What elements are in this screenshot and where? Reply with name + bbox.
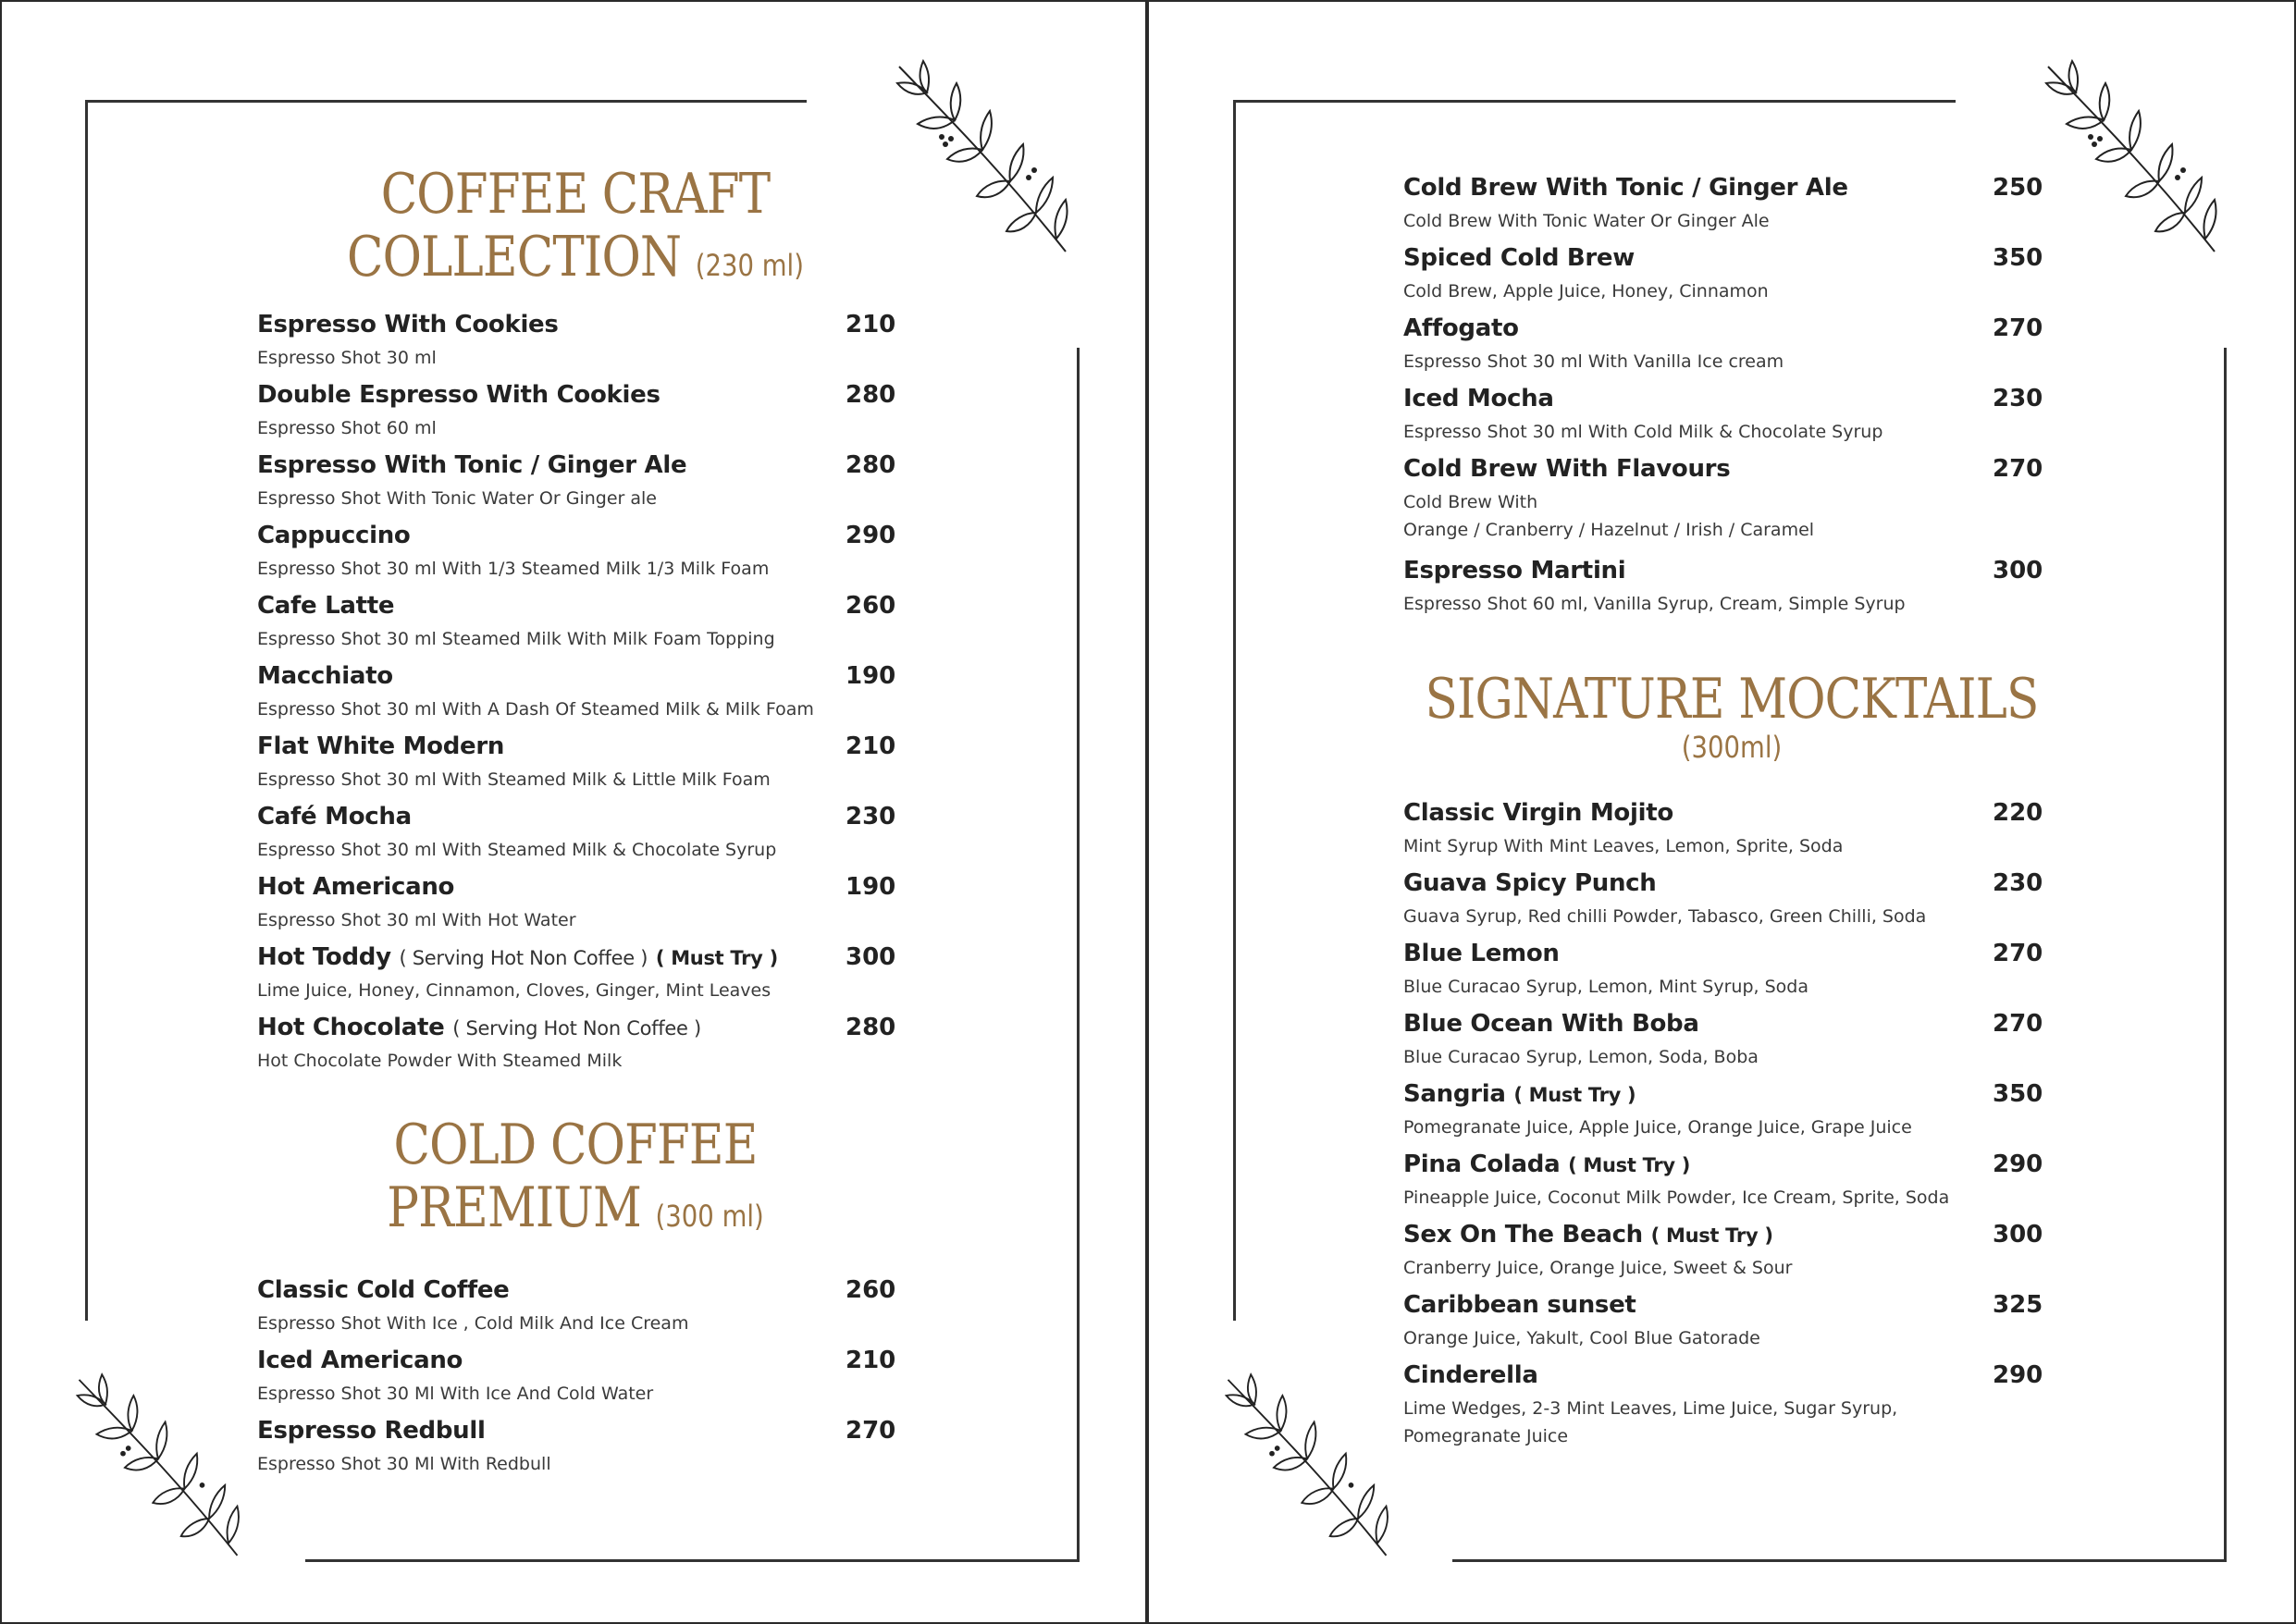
menu-item-row: [257, 943, 923, 977]
menu-item-row: [257, 1276, 923, 1310]
menu-item-price: 270: [1993, 314, 2043, 342]
leaf-sprig-icon: [890, 59, 1075, 255]
menu-item-price: 230: [1993, 385, 2043, 412]
menu-item-row: [257, 1417, 923, 1450]
menu-item-name: [257, 1417, 486, 1445]
menu-item-name-text: Flat White Modern: [257, 732, 505, 760]
menu-item: [257, 873, 923, 943]
menu-item-name: [257, 873, 454, 901]
menu-item-price: 190: [846, 873, 896, 901]
frame-right-line: [1077, 348, 1080, 1561]
menu-item-name-text: Iced Americano: [257, 1347, 463, 1374]
menu-item-row: [1403, 1150, 2069, 1184]
menu-item-description: Guava Syrup, Red chilli Powder, Tabasco, Green Chilli, Soda: [1403, 906, 1927, 927]
menu-item-row: [1403, 1361, 2069, 1395]
menu-item-row: [257, 592, 923, 625]
menu-item-price: 280: [846, 451, 896, 479]
menu-item-price: 300: [1993, 557, 2043, 584]
menu-item-name: [1403, 1361, 1538, 1389]
menu-item-name-text: Cappuccino: [257, 522, 411, 549]
menu-item-description: Espresso Shot 30 ml With Vanilla Ice cream: [1403, 351, 1784, 372]
menu-list-mocktails: [1403, 799, 2069, 1463]
menu-item-name: [1403, 869, 1657, 897]
section-heading-mocktails: [1389, 667, 2074, 765]
menu-item-row: [257, 451, 923, 485]
menu-item-row: [1403, 799, 2069, 832]
menu-item-name: [1403, 557, 1625, 584]
menu-list-cold-coffee: [257, 1276, 923, 1487]
menu-item-name-text: Classic Cold Coffee: [257, 1276, 510, 1304]
heading-line2-text: PREMIUM: [387, 1175, 642, 1240]
menu-item-description: Mint Syrup With Mint Leaves, Lemon, Sprite, Soda: [1403, 836, 1844, 856]
menu-item: [1403, 455, 2069, 557]
heading-line1: COLD COFFEE: [393, 1113, 758, 1177]
menu-item-price: 350: [1993, 1080, 2043, 1108]
menu-item-description: Cranberry Juice, Orange Juice, Sweet & Sour: [1403, 1258, 1793, 1278]
menu-item-price: 350: [1993, 244, 2043, 272]
menu-item-description: Espresso Shot 30 Ml With Ice And Cold Water: [257, 1384, 654, 1404]
menu-item-name-text: Blue Lemon: [1403, 940, 1560, 967]
menu-item-name-text: Café Mocha: [257, 803, 412, 830]
heading-line2: [321, 1175, 830, 1240]
menu-item-row: [257, 803, 923, 836]
menu-item: [1403, 940, 2069, 1010]
menu-item-name: [257, 803, 412, 830]
section-heading-coffee-craft: [321, 162, 830, 289]
menu-item: [257, 943, 923, 1014]
menu-item-name: [257, 1347, 463, 1374]
must-try-badge: ( Must Try ): [1650, 1224, 1773, 1247]
menu-item-name: [1403, 1150, 1690, 1178]
menu-item-description-line2: Pomegranate Juice: [1403, 1426, 1569, 1446]
menu-item: [1403, 385, 2069, 455]
menu-item-row: [1403, 1080, 2069, 1113]
menu-item-row: [1403, 557, 2069, 590]
menu-item-price: 260: [846, 592, 896, 620]
menu-item-name-text: Blue Ocean With Boba: [1403, 1010, 1699, 1038]
menu-item-price: 210: [846, 311, 896, 338]
heading-line2: [321, 225, 830, 289]
menu-item-price: 210: [846, 1347, 896, 1374]
menu-item-description: Espresso Shot 30 ml: [257, 348, 437, 368]
menu-item-name: [257, 592, 394, 620]
frame-top-line: [85, 100, 807, 103]
leaf-sprig-icon: [1219, 1371, 1395, 1561]
frame-right-line: [2224, 348, 2227, 1561]
menu-item: [1403, 1361, 2069, 1463]
menu-item-description-line2: Orange / Cranberry / Hazelnut / Irish / Caramel: [1403, 520, 1815, 540]
menu-item-note: ( Serving Hot Non Coffee ): [399, 947, 648, 969]
menu-item-name: [257, 943, 778, 971]
menu-item-description: Blue Curacao Syrup, Lemon, Soda, Boba: [1403, 1047, 1759, 1067]
menu-item: [1403, 1010, 2069, 1080]
menu-item-name-text: Cold Brew With Flavours: [1403, 455, 1731, 483]
menu-item-price: 270: [1993, 940, 2043, 967]
menu-item-row: [257, 1347, 923, 1380]
heading-size: (300 ml): [655, 1199, 764, 1234]
menu-item: [1403, 174, 2069, 244]
menu-item: [1403, 1080, 2069, 1150]
menu-item: [257, 1347, 923, 1417]
menu-item-name: [1403, 455, 1730, 483]
menu-item-description: Cold Brew With Tonic Water Or Ginger Ale: [1403, 211, 1770, 231]
menu-item-price: 280: [846, 381, 896, 409]
section-heading-cold-coffee: [321, 1113, 830, 1240]
menu-item: [1403, 869, 2069, 940]
menu-item-name-text: Double Espresso With Cookies: [257, 381, 660, 409]
menu-item-description: Cold Brew, Apple Juice, Honey, Cinnamon: [1403, 281, 1769, 301]
menu-item-row: [1403, 1010, 2069, 1043]
menu-item-price: 190: [846, 662, 896, 690]
menu-item: [1403, 557, 2069, 627]
heading-line2-text: COLLECTION: [347, 225, 682, 289]
menu-item-name: [257, 662, 393, 690]
menu-item-name: [1403, 314, 1519, 342]
menu-item-name: [257, 451, 686, 479]
menu-item-description: Espresso Shot 60 ml, Vanilla Syrup, Cream, Simple Syrup: [1403, 594, 1906, 614]
menu-item-name: [1403, 1010, 1699, 1038]
menu-item-name: [257, 381, 660, 409]
menu-item-price: 220: [1993, 799, 2043, 827]
menu-item-description: Lime Juice, Honey, Cinnamon, Cloves, Ginger, Mint Leaves: [257, 980, 772, 1001]
menu-item-row: [257, 1014, 923, 1047]
menu-item-name: [257, 1276, 510, 1304]
menu-item-name-text: Iced Mocha: [1403, 385, 1554, 412]
menu-item-description: Blue Curacao Syrup, Lemon, Mint Syrup, Soda: [1403, 977, 1808, 997]
menu-item-price: 325: [1993, 1291, 2043, 1319]
menu-item-row: [257, 522, 923, 555]
menu-item-name-text: Macchiato: [257, 662, 393, 690]
menu-item-description: Espresso Shot 30 ml With 1/3 Steamed Milk 1/3 Milk Foam: [257, 559, 770, 579]
menu-item-name-text: Espresso With Cookies: [257, 311, 559, 338]
menu-item: [257, 311, 923, 381]
menu-item-description: Espresso Shot 60 ml: [257, 418, 437, 438]
menu-item-name-text: Sangria: [1403, 1080, 1506, 1108]
menu-item-row: [1403, 940, 2069, 973]
menu-item-name: [1403, 799, 1673, 827]
menu-item-price: 260: [846, 1276, 896, 1304]
menu-item-price: 270: [846, 1417, 896, 1445]
menu-item: [257, 662, 923, 732]
heading-line1: COFFEE CRAFT: [380, 162, 771, 227]
menu-item-row: [1403, 869, 2069, 903]
menu-item-description: Espresso Shot 30 ml Steamed Milk With Milk Foam Topping: [257, 629, 775, 649]
menu-item-price: 230: [846, 803, 896, 830]
menu-item-description: Hot Chocolate Powder With Steamed Milk: [257, 1051, 623, 1071]
menu-item: [1403, 1150, 2069, 1221]
menu-item-name-text: Pina Colada: [1403, 1150, 1561, 1178]
menu-page-right: [1147, 0, 2296, 1624]
menu-item-description: Espresso Shot 30 Ml With Redbull: [257, 1454, 551, 1474]
frame-bottom-line: [305, 1559, 1080, 1562]
frame-top-line: [1233, 100, 1956, 103]
menu-item-price: 290: [846, 522, 896, 549]
menu-item: [257, 1276, 923, 1347]
menu-item-name-text: Espresso With Tonic / Ginger Ale: [257, 451, 687, 479]
menu-item-name-text: Affogato: [1403, 314, 1519, 342]
menu-item-price: 270: [1993, 455, 2043, 483]
menu-item-row: [257, 662, 923, 695]
menu-item: [1403, 1291, 2069, 1361]
menu-page-left: [0, 0, 1147, 1624]
menu-item-note: ( Serving Hot Non Coffee ): [452, 1017, 701, 1040]
frame-left-line: [85, 100, 88, 1321]
menu-item-name-text: Classic Virgin Mojito: [1403, 799, 1673, 827]
menu-item-price: 290: [1993, 1150, 2043, 1178]
menu-item-row: [257, 732, 923, 766]
menu-item-description: Espresso Shot With Tonic Water Or Ginger ale: [257, 488, 657, 509]
must-try-badge: ( Must Try ): [655, 947, 778, 969]
menu-item-name: [257, 732, 504, 760]
menu-item: [257, 803, 923, 873]
menu-list-coffee-craft: [257, 311, 923, 1084]
menu-item-price: 300: [1993, 1221, 2043, 1249]
menu-item-name: [1403, 244, 1635, 272]
menu-item-row: [1403, 455, 2069, 488]
menu-item-name-text: Sex On The Beach: [1403, 1221, 1643, 1249]
must-try-badge: ( Must Try ): [1568, 1154, 1691, 1176]
menu-item-name-text: Guava Spicy Punch: [1403, 869, 1657, 897]
menu-item-row: [1403, 1221, 2069, 1254]
menu-item-name-text: Hot Americano: [257, 873, 455, 901]
menu-item-name-text: Hot Toddy: [257, 943, 391, 971]
menu-item-name: [1403, 1221, 1773, 1249]
menu-item-price: 230: [1993, 869, 2043, 897]
menu-item-description: Espresso Shot 30 ml With A Dash Of Steamed Milk & Milk Foam: [257, 699, 814, 720]
menu-item-price: 300: [846, 943, 896, 971]
menu-item-price: 210: [846, 732, 896, 760]
menu-item-price: 250: [1993, 174, 2043, 202]
menu-item-description: Orange Juice, Yakult, Cool Blue Gatorade: [1403, 1328, 1760, 1348]
menu-item-price: 270: [1993, 1010, 2043, 1038]
menu-item-description: Espresso Shot With Ice , Cold Milk And Ice Cream: [257, 1313, 689, 1334]
menu-item-name-text: Spiced Cold Brew: [1403, 244, 1635, 272]
menu-item-row: [1403, 314, 2069, 348]
menu-item: [1403, 244, 2069, 314]
menu-item-description: Pineapple Juice, Coconut Milk Powder, Ice Cream, Sprite, Soda: [1403, 1187, 1950, 1208]
heading-size: (300ml): [1681, 730, 1783, 765]
menu-item-name-text: Cinderella: [1403, 1361, 1538, 1389]
must-try-badge: ( Must Try ): [1513, 1084, 1636, 1106]
menu-item-description: Espresso Shot 30 ml With Cold Milk & Chocolate Syrup: [1403, 422, 1883, 442]
menu-item-name: [1403, 385, 1554, 412]
menu-item-name-text: Espresso Martini: [1403, 557, 1626, 584]
menu-item-description: Espresso Shot 30 ml With Hot Water: [257, 910, 576, 930]
heading-size: (230 ml): [695, 248, 804, 283]
menu-item-row: [1403, 1291, 2069, 1324]
leaf-sprig-icon: [70, 1371, 246, 1561]
menu-item: [257, 592, 923, 662]
menu-item-name: [257, 311, 559, 338]
menu-item-name: [1403, 1080, 1636, 1108]
menu-item-row: [257, 311, 923, 344]
menu-item: [257, 451, 923, 522]
menu-item-name: [257, 1014, 701, 1041]
menu-item-description: Espresso Shot 30 ml With Steamed Milk & Little Milk Foam: [257, 769, 771, 790]
menu-item-name-text: Cold Brew With Tonic / Ginger Ale: [1403, 174, 1848, 202]
menu-item: [1403, 1221, 2069, 1291]
menu-item-row: [257, 873, 923, 906]
menu-item-name: [257, 522, 410, 549]
menu-item: [257, 732, 923, 803]
menu-item-description: Espresso Shot 30 ml With Steamed Milk & Chocolate Syrup: [257, 840, 777, 860]
menu-item: [257, 381, 923, 451]
frame-bottom-line: [1452, 1559, 2227, 1562]
menu-item-row: [257, 381, 923, 414]
menu-item: [257, 1417, 923, 1487]
menu-item-description: Cold Brew With: [1403, 492, 1538, 512]
menu-item-name: [1403, 940, 1560, 967]
menu-item-row: [1403, 385, 2069, 418]
menu-item-row: [1403, 244, 2069, 277]
menu-item-name-text: Hot Chocolate: [257, 1014, 445, 1041]
menu-item-description: Lime Wedges, 2-3 Mint Leaves, Lime Juice, Sugar Syrup,: [1403, 1398, 1898, 1419]
menu-item-name-text: Cafe Latte: [257, 592, 395, 620]
menu-item: [1403, 314, 2069, 385]
heading-title: SIGNATURE MOCKTAILS: [1425, 667, 2039, 732]
menu-item-name: [1403, 174, 1848, 202]
menu-item-description: Pomegranate Juice, Apple Juice, Orange Juice, Grape Juice: [1403, 1117, 1912, 1138]
menu-item-price: 280: [846, 1014, 896, 1041]
menu-item-name-text: Caribbean sunset: [1403, 1291, 1636, 1319]
menu-item: [257, 1014, 923, 1084]
menu-item: [1403, 799, 2069, 869]
menu-item: [257, 522, 923, 592]
menu-list-cold-coffee-continued: [1403, 174, 2069, 627]
menu-item-name: [1403, 1291, 1636, 1319]
menu-item-name-text: Espresso Redbull: [257, 1417, 486, 1445]
frame-left-line: [1233, 100, 1236, 1321]
menu-item-row: [1403, 174, 2069, 207]
menu-item-price: 290: [1993, 1361, 2043, 1389]
